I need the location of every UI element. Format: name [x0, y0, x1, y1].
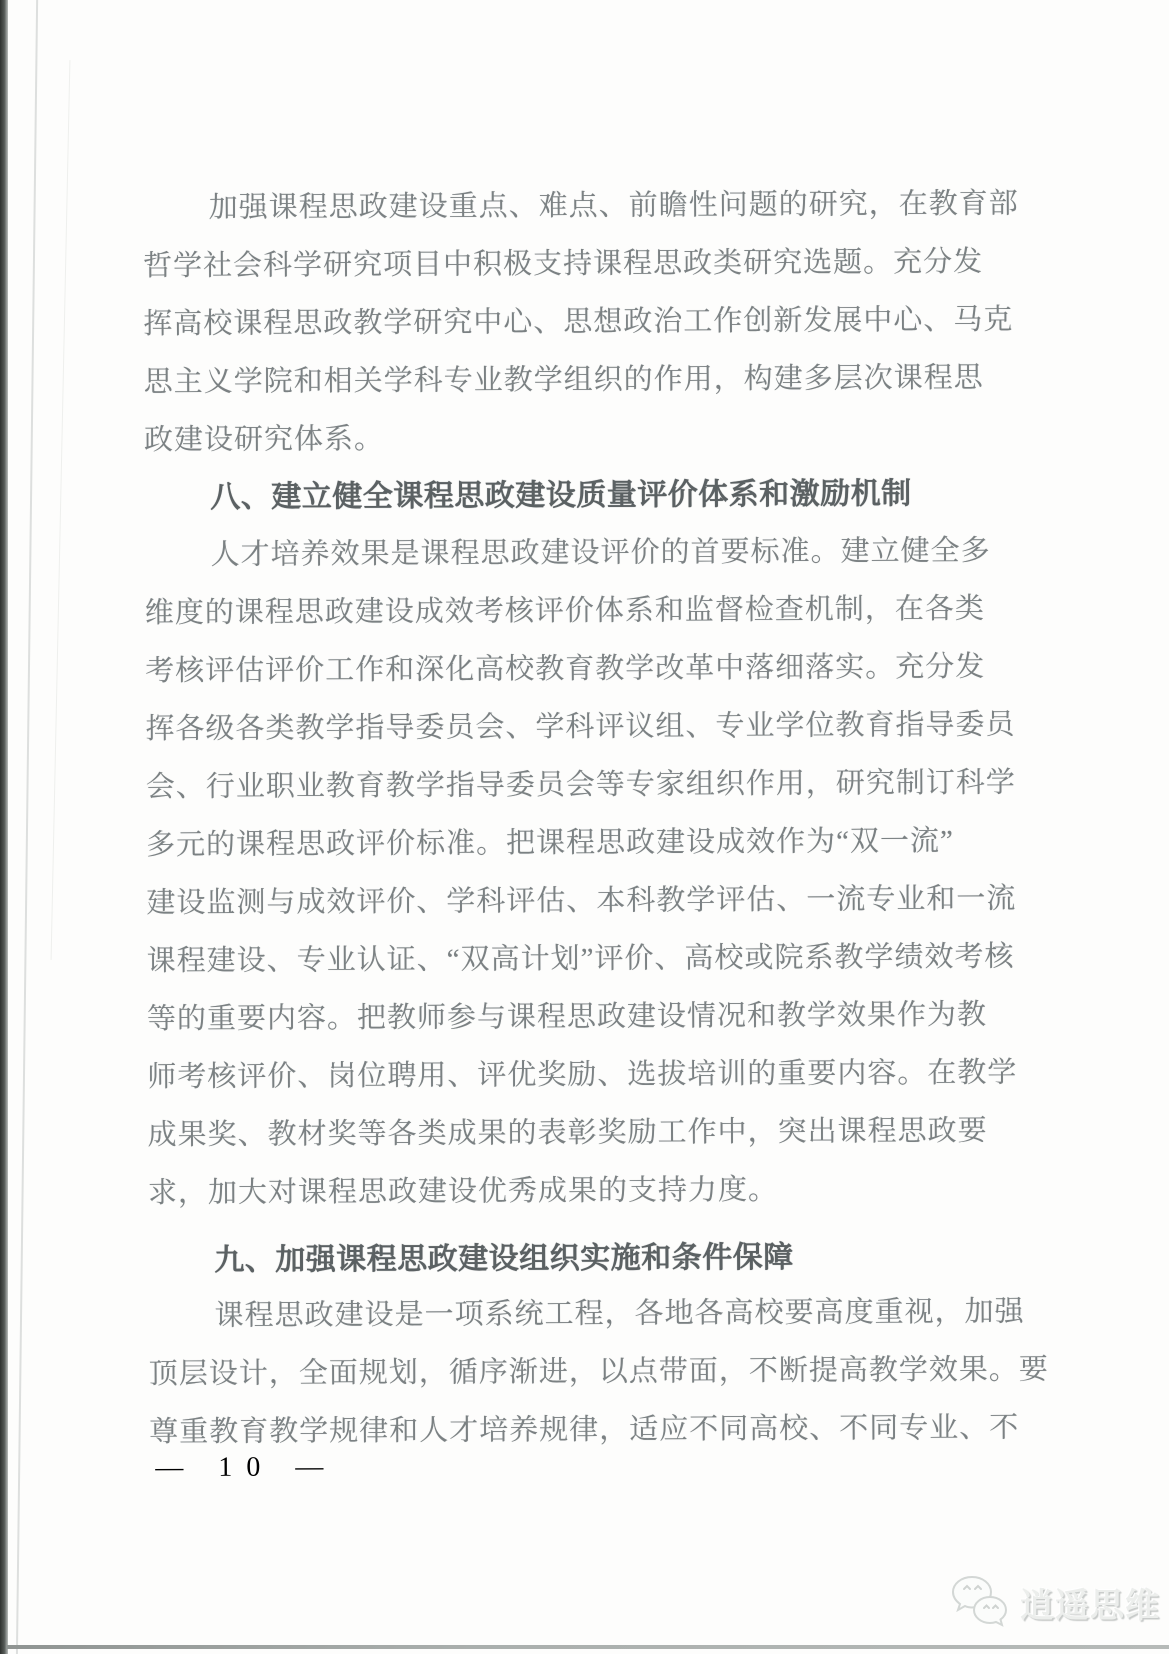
paragraph-line: 人才培养效果是课程思政建设评价的首要标准。建立健全多	[210, 534, 991, 571]
paragraph-line: 维度的课程思政建设成效考核评价体系和监督检查机制，在各类	[144, 592, 985, 630]
page-number: — 10 —	[155, 1451, 338, 1484]
paragraph-line: 师考核评价、岗位聘用、评优奖励、选拔培训的重要内容。在教学	[147, 1056, 1018, 1094]
paragraph-line: 课程思政建设是一项系统工程，各地各高校要高度重视，加强	[214, 1295, 1025, 1332]
paragraph-line: 建设监测与成效评价、学科评估、本科教学评估、一流专业和一流	[146, 882, 1017, 920]
paragraph-line: 课程建设、专业认证、“双高计划”评价、高校或院系教学绩效考核	[146, 940, 1015, 978]
wechat-bubbles-icon	[948, 1575, 1010, 1629]
paragraph-line: 考核评估评价工作和深化高校教育教学改革中落细落实。充分发	[145, 650, 986, 688]
paragraph-line: 挥各级各类教学指导委员会、学科评议组、专业学位教育指导委员	[145, 708, 1016, 746]
paragraph-line: 哲学社会科学研究项目中积极支持课程思政类研究选题。充分发	[142, 245, 984, 283]
paragraph-line: 顶层设计，全面规划，循序渐进，以点带面，不断提高教学效果。要	[148, 1353, 1049, 1391]
scan-bottom-edge	[6, 1645, 1169, 1649]
paragraph-line: 会、行业职业教育教学指导委员会等专家组织作用，研究制订科学	[145, 766, 1016, 804]
paragraph-line: 等的重要内容。把教师参与课程思政建设情况和教学效果作为教	[146, 998, 988, 1036]
paragraph-line: 思主义学院和相关学科专业教学组织的作用，构建多层次课程思	[143, 361, 984, 399]
section-heading-9: 九、加强课程思政建设组织实施和条件保障	[214, 1240, 794, 1277]
paragraph-line: 成果奖、教材奖等各类成果的表彰奖励工作中，突出课程思政要	[147, 1114, 988, 1152]
paragraph-line: 求，加大对课程思政建设优秀成果的支持力度。	[147, 1173, 779, 1210]
paragraph-line: 挥高校课程思政教学研究中心、思想政治工作创新发展中心、马克	[143, 303, 1014, 341]
paragraph-line: 政建设研究体系。	[143, 423, 385, 457]
paragraph-line: 加强课程思政建设重点、难点、前瞻性问题的研究，在教育部	[208, 187, 1019, 224]
paragraph-line: 多元的课程思政评价标准。把课程思政建设成效作为“双一流”	[146, 825, 954, 862]
paragraph-line: 尊重教育教学规律和人才培养规律，适应不同高校、不同专业、不	[149, 1411, 1020, 1449]
section-heading-8: 八、建立健全课程思政建设质量评价体系和激励机制	[210, 477, 912, 514]
brand-watermark	[948, 1575, 1160, 1629]
watermark-text: 逍遥思维	[1020, 1586, 1160, 1625]
